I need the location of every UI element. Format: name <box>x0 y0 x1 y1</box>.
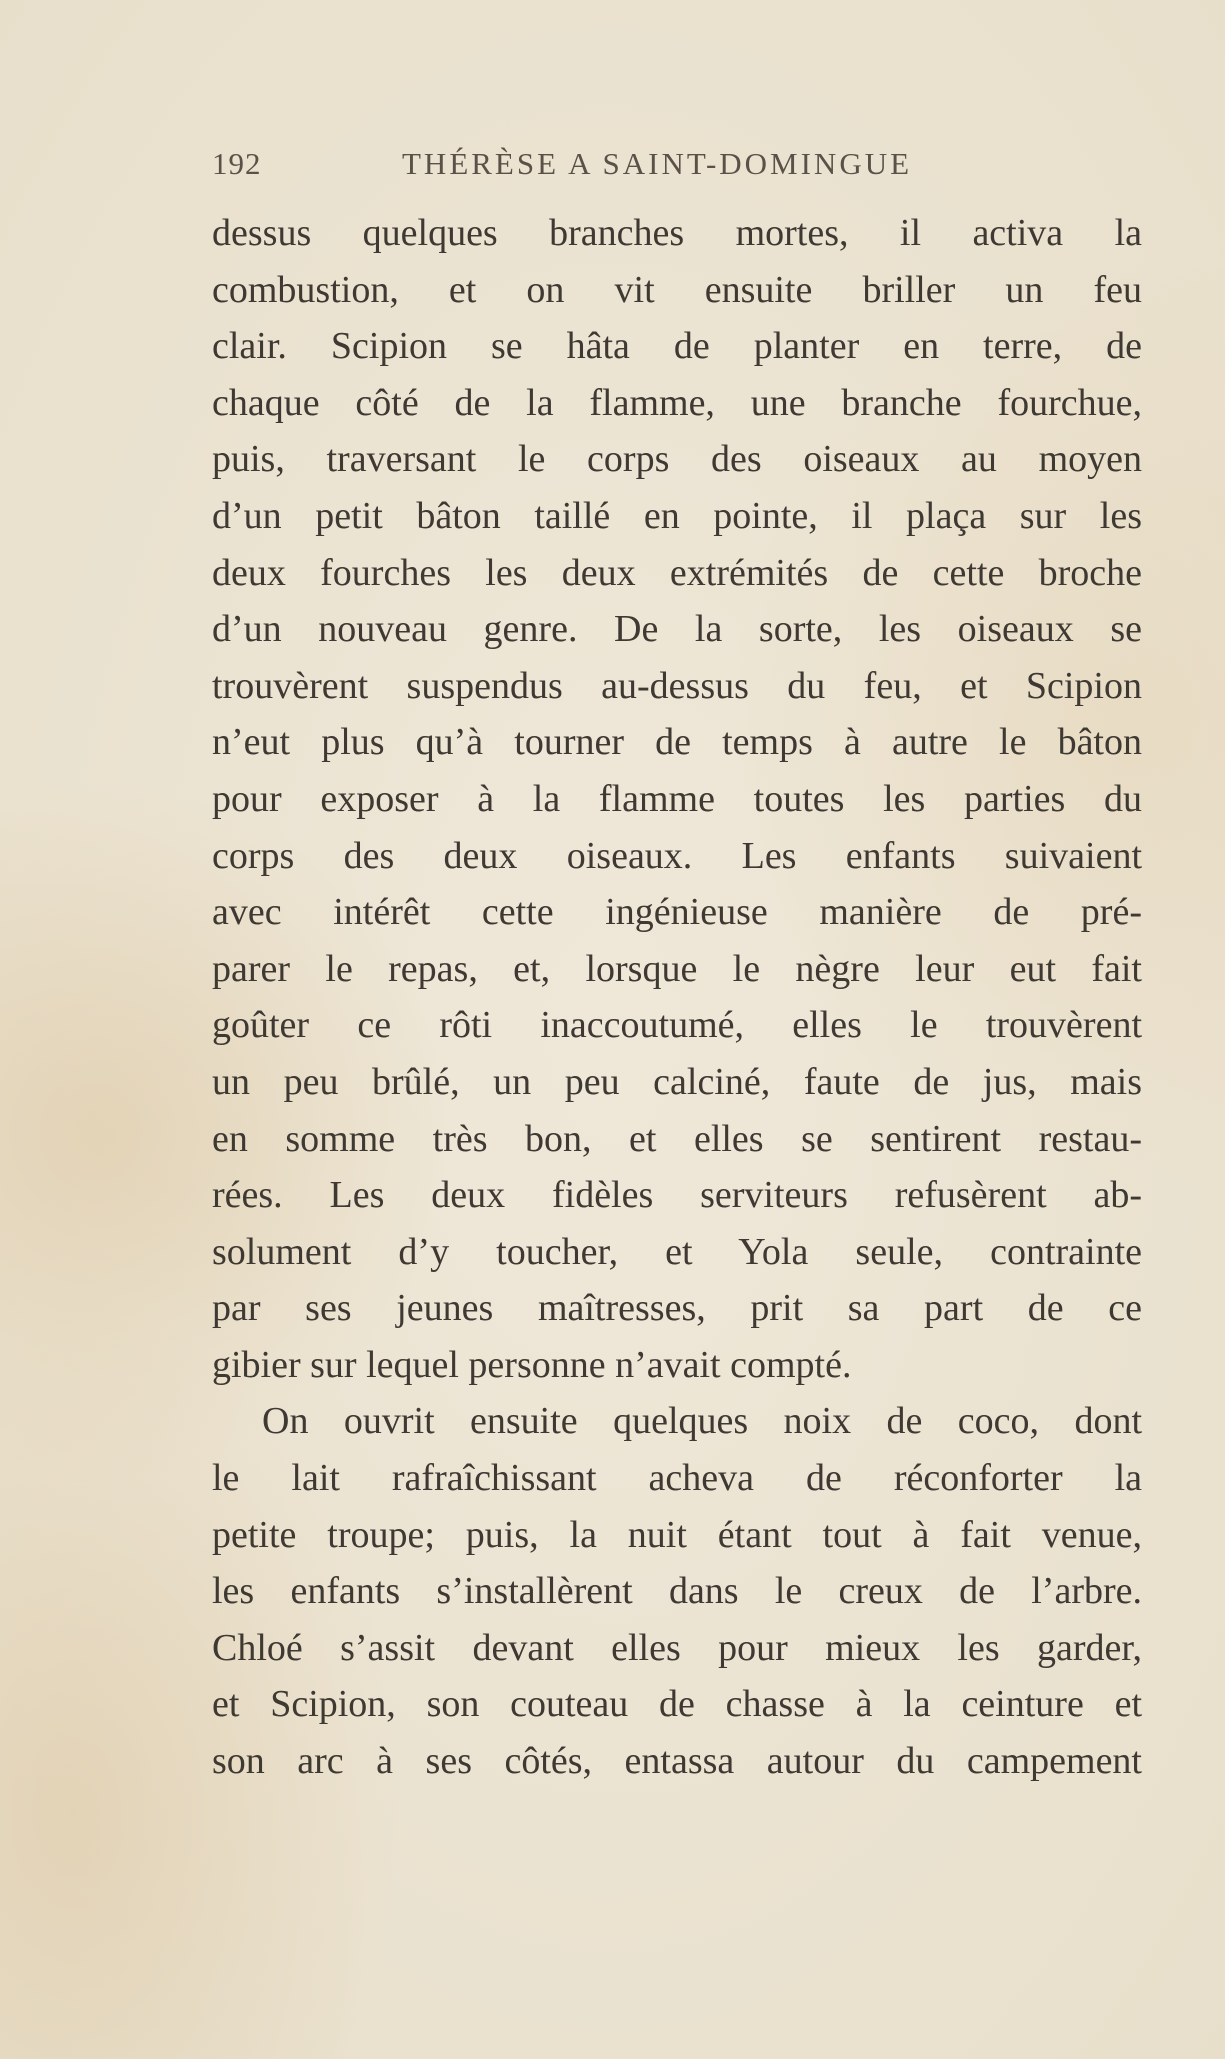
running-title: THÉRÈSE A SAINT-DOMINGUE <box>402 146 913 181</box>
text-line: solument d’y toucher, et Yola seule, contrainte <box>212 1230 1142 1273</box>
text-line: parer le repas, et, lorsque le nègre leur eut fait <box>212 947 1142 990</box>
text-line: trouvèrent suspendus au-dessus du feu, et Scipion <box>212 664 1142 707</box>
text-line: le lait rafraîchissant acheva de réconforter la <box>212 1457 1142 1500</box>
text-line: Chloé s’assit devant elles pour mieux les garder, <box>212 1626 1142 1669</box>
body-text <box>212 205 1142 1790</box>
text-line: combustion, et on vit ensuite briller un feu <box>212 268 1142 311</box>
text-line: et Scipion, son couteau de chasse à la ceinture et <box>212 1683 1142 1726</box>
text-line: pour exposer à la flamme toutes les parties du <box>212 777 1142 820</box>
text-line: par ses jeunes maîtresses, prit sa part de ce <box>212 1287 1142 1330</box>
text-line: les enfants s’installèrent dans le creux de l’arbre. <box>212 1570 1142 1613</box>
text-line: rées. Les deux fidèles serviteurs refusèrent ab- <box>212 1174 1142 1217</box>
paragraph-end-line: gibier sur lequel personne n’avait compté. <box>212 1343 852 1386</box>
text-line: dessus quelques branches mortes, il activa la <box>212 212 1142 254</box>
page-number: 192 <box>212 146 262 181</box>
text-line: goûter ce rôti inaccoutumé, elles le trouvèrent <box>212 1004 1142 1047</box>
text-line: deux fourches les deux extrémités de cette broche <box>212 551 1142 594</box>
text-line: son arc à ses côtés, entassa autour du campement <box>212 1740 1142 1783</box>
text-line: n’eut plus qu’à tourner de temps à autre le bâton <box>212 721 1142 764</box>
text-line: corps des deux oiseaux. Les enfants suivaient <box>212 834 1142 877</box>
text-line: en somme très bon, et elles se sentirent restau- <box>212 1117 1142 1160</box>
paragraph-start-line: On ouvrit ensuite quelques noix de coco, dont <box>262 1400 1142 1443</box>
text-line: petite troupe; puis, la nuit étant tout à fait venue, <box>212 1513 1142 1556</box>
text-line: d’un petit bâton taillé en pointe, il plaça sur les <box>212 494 1142 537</box>
text-line: chaque côté de la flamme, une branche fourchue, <box>212 381 1142 424</box>
text-line: un peu brûlé, un peu calciné, faute de jus, mais <box>212 1060 1142 1103</box>
text-line: d’un nouveau genre. De la sorte, les oiseaux se <box>212 608 1142 651</box>
text-line: clair. Scipion se hâta de planter en terre, de <box>212 325 1142 368</box>
running-head <box>212 146 952 186</box>
text-line: avec intérêt cette ingénieuse manière de pré- <box>212 891 1142 934</box>
text-line: puis, traversant le corps des oiseaux au moyen <box>212 438 1142 481</box>
